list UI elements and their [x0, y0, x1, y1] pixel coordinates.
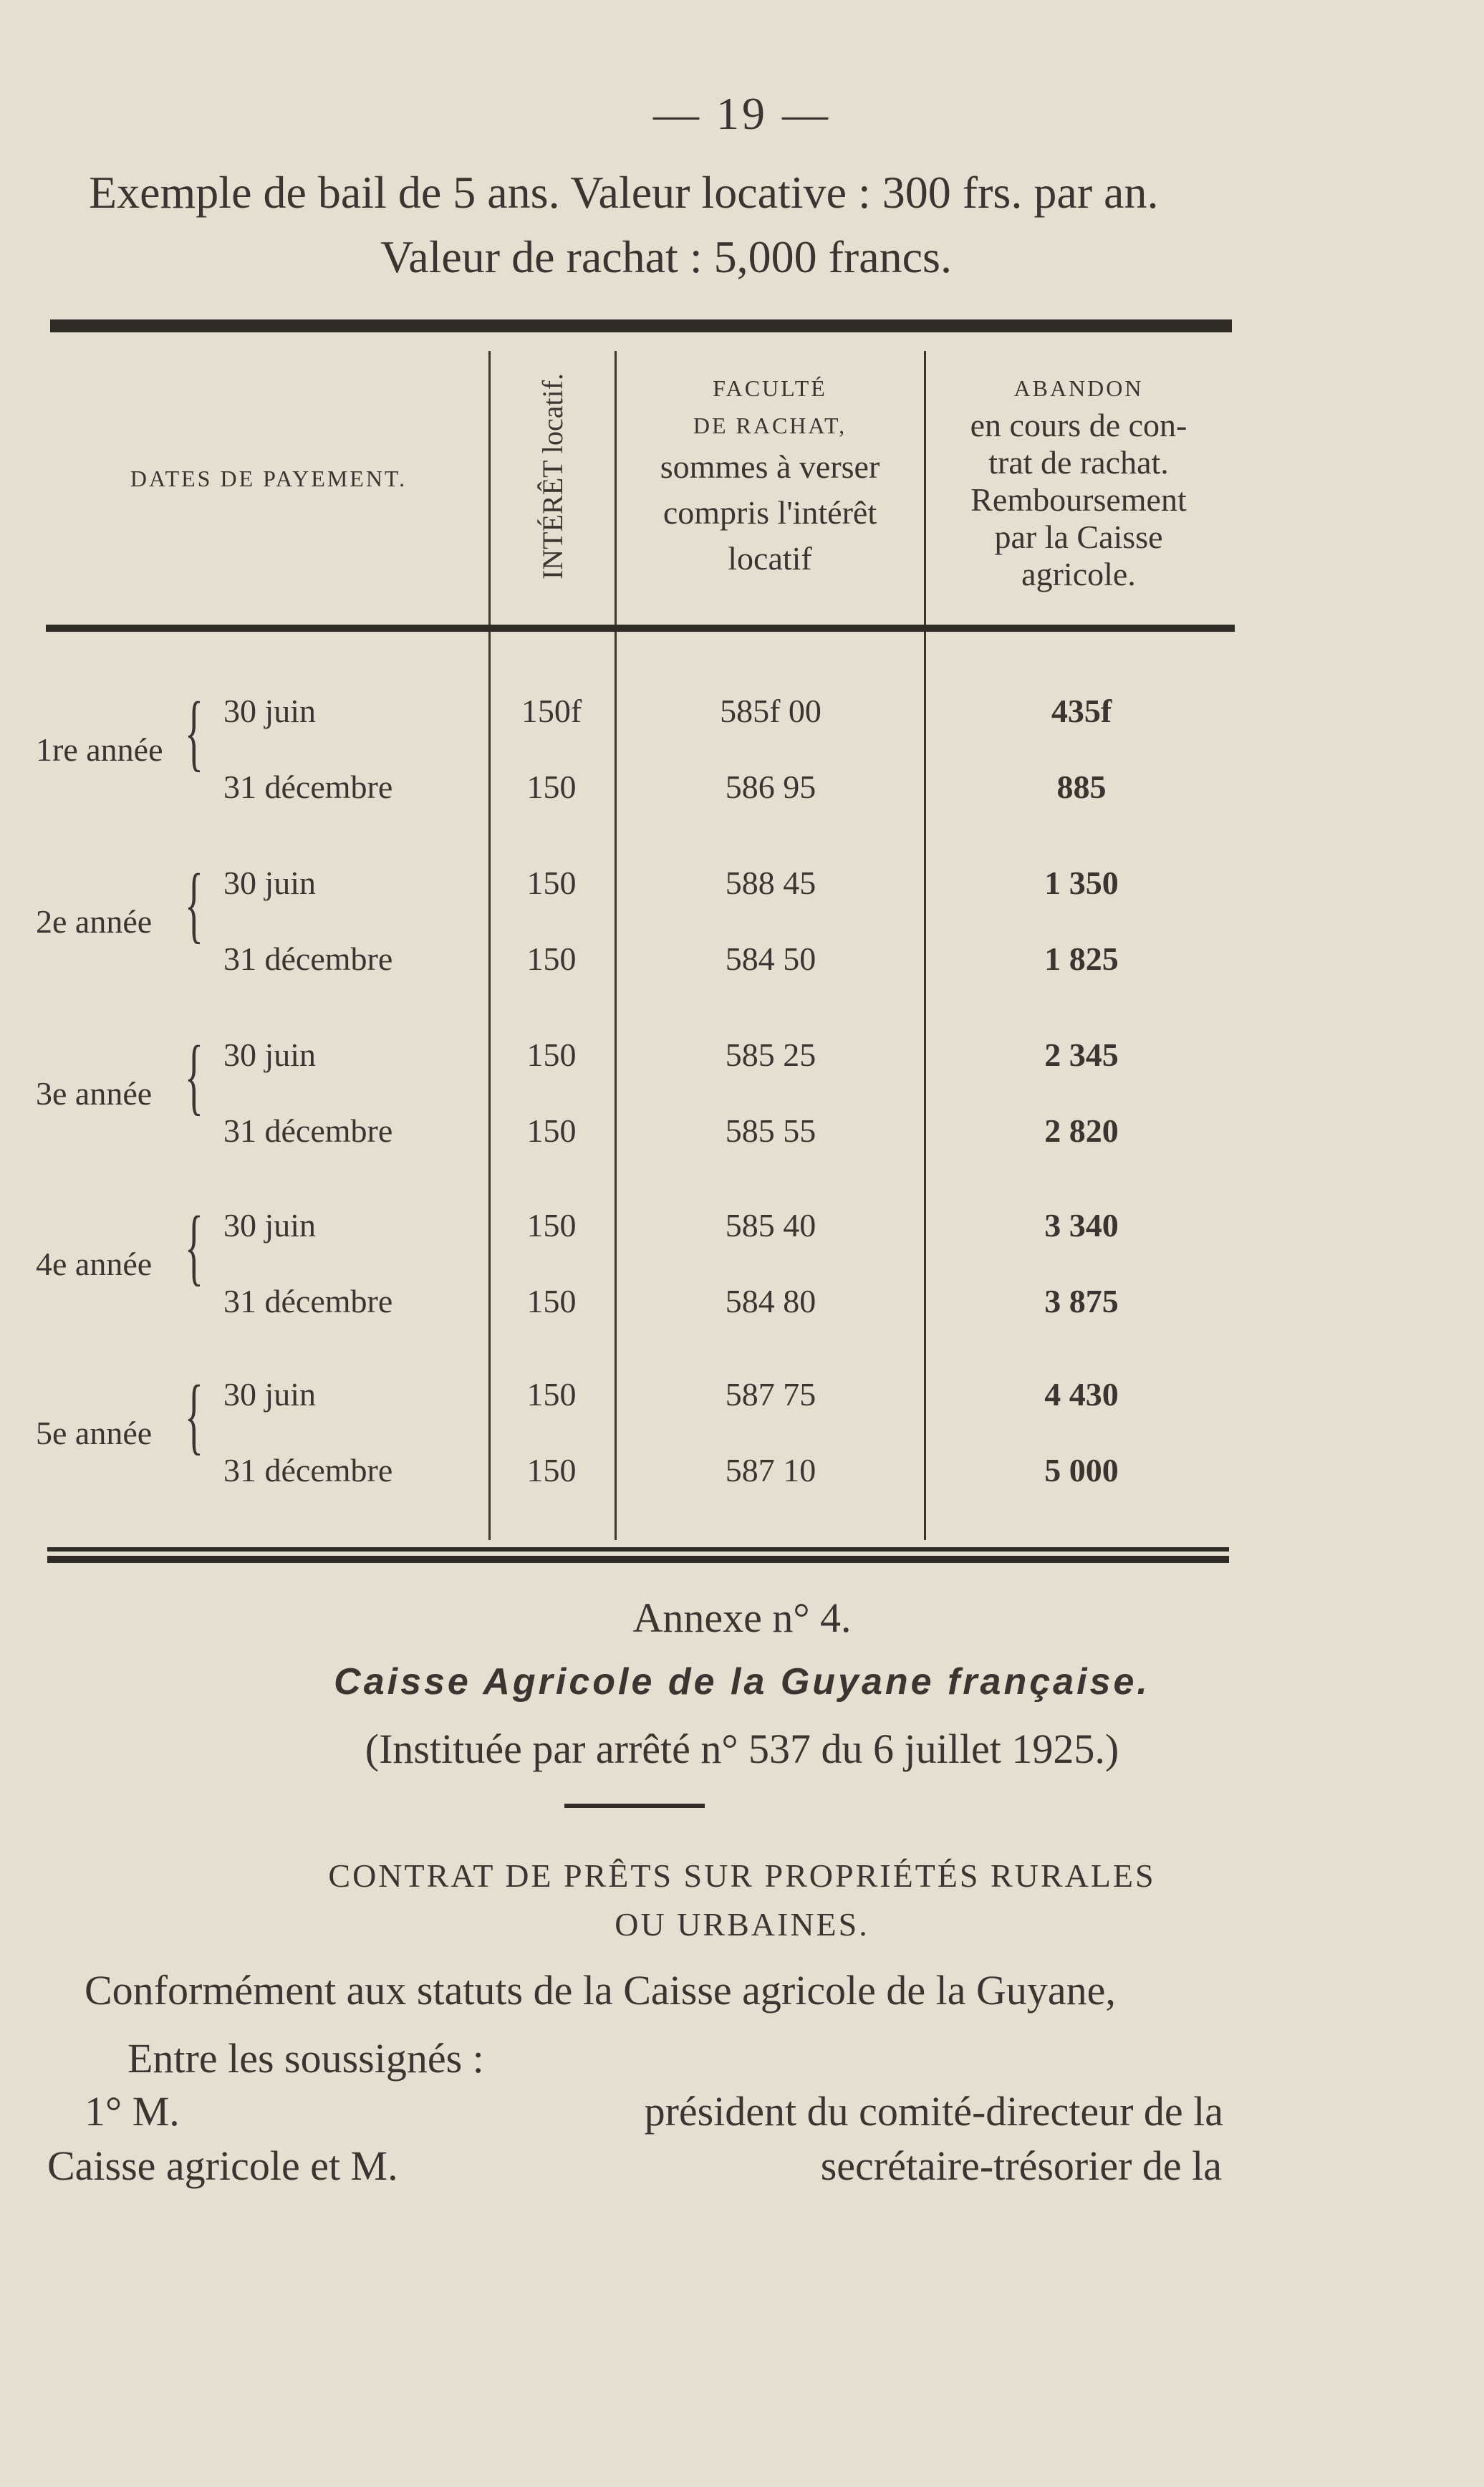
- brace: {: [185, 1198, 203, 1294]
- contract-title-line: OU URBAINES.: [615, 1906, 869, 1943]
- header-abandon-line: par la Caisse: [994, 519, 1163, 555]
- paragraph-line: [85, 2087, 1223, 2135]
- row-faculte: 587 10: [725, 1452, 816, 1488]
- row-abandon: 4 430: [1044, 1376, 1119, 1413]
- header-abandon: [927, 370, 1230, 593]
- row-faculte: 587 75: [725, 1376, 816, 1413]
- table-top-rule: [50, 319, 1232, 332]
- header-faculte-line: locatif: [728, 540, 812, 577]
- page-number: — 19 —: [653, 88, 831, 139]
- row-faculte: 585 25: [725, 1036, 816, 1073]
- row-faculte: 586 95: [725, 769, 816, 805]
- row-date: 31 décembre: [223, 769, 393, 805]
- row-date: 31 décembre: [223, 1112, 393, 1149]
- row-date: 31 décembre: [223, 1283, 393, 1319]
- column-divider: [615, 351, 617, 1540]
- column-divider: [488, 351, 491, 1540]
- section-divider: [564, 1804, 705, 1808]
- row-faculte: 585f 00: [720, 693, 822, 729]
- brace: {: [185, 684, 203, 779]
- caisse-title: Caisse Agricole de la Guyane française.: [334, 1661, 1150, 1703]
- header-faculte-line: sommes à verser: [660, 448, 880, 485]
- header-abandon-line: en cours de con-: [970, 407, 1187, 443]
- header-abandon-line: ABANDON: [1013, 375, 1144, 401]
- row-date: 31 décembre: [223, 1452, 393, 1488]
- brace: {: [185, 1028, 203, 1123]
- row-interet: 150: [526, 1452, 577, 1488]
- row-faculte: 585 40: [725, 1207, 816, 1244]
- row-date: 30 juin: [223, 865, 317, 901]
- row-interet: 150: [526, 769, 577, 805]
- row-date: 30 juin: [223, 1036, 317, 1073]
- row-interet: 150: [526, 941, 577, 977]
- row-date: 30 juin: [223, 693, 317, 729]
- row-interet: 150: [526, 865, 577, 901]
- row-abandon: 1 350: [1044, 865, 1119, 901]
- paragraph-segment: 1° M.: [85, 2088, 180, 2135]
- header-abandon-line: agricole.: [1021, 556, 1136, 592]
- paragraph-segment: secrétaire-trésorier de la: [820, 2142, 1222, 2189]
- header-interet-label: INTÉRÊT locatif.: [536, 372, 569, 580]
- table-bottom-rule: [47, 1547, 1229, 1552]
- row-date: 30 juin: [223, 1376, 317, 1413]
- row-abandon: 2 345: [1044, 1036, 1119, 1073]
- row-abandon: 1 825: [1044, 941, 1119, 977]
- row-interet: 150: [526, 1376, 577, 1413]
- year-label: 5e année: [36, 1415, 153, 1451]
- header-faculte-line: FACULTÉ: [713, 375, 827, 401]
- row-faculte: 585 55: [725, 1112, 816, 1149]
- row-faculte: 588 45: [725, 865, 816, 901]
- year-label: 3e année: [36, 1075, 153, 1112]
- row-abandon: 5 000: [1044, 1452, 1119, 1488]
- year-label: 4e année: [36, 1246, 153, 1282]
- row-faculte: 584 80: [725, 1283, 816, 1319]
- example-title: Exemple de bail de 5 ans. Valeur locative : 300 frs. par an.: [89, 167, 1159, 218]
- table-bottom-rule: [47, 1556, 1229, 1563]
- row-abandon: 2 820: [1044, 1112, 1119, 1149]
- header-dates: DATES DE PAYEMENT.: [130, 466, 408, 491]
- row-abandon: 885: [1056, 769, 1107, 805]
- row-faculte: 584 50: [725, 941, 816, 977]
- header-abandon-line: Remboursement: [970, 481, 1187, 518]
- paragraph: Conformément aux statuts de la Caisse agricole de la Guyane,: [85, 1967, 1116, 2014]
- paragraph-line: [47, 2142, 1222, 2190]
- row-abandon: 435f: [1051, 693, 1112, 729]
- header-faculte-line: compris l'intérêt: [662, 494, 877, 531]
- row-abandon: 3 340: [1044, 1207, 1119, 1244]
- paragraph-segment: Caisse agricole et M.: [47, 2142, 398, 2189]
- header-faculte: [617, 370, 922, 582]
- header-interet: [493, 372, 613, 580]
- row-abandon: 3 875: [1044, 1283, 1119, 1319]
- header-abandon-line: trat de rachat.: [988, 444, 1169, 481]
- institution-line: (Instituée par arrêté n° 537 du 6 juillet 1925.): [365, 1726, 1119, 1772]
- row-interet: 150: [526, 1283, 577, 1319]
- row-interet: 150f: [521, 693, 582, 729]
- row-date: 31 décembre: [223, 941, 393, 977]
- header-faculte-line: DE RACHAT,: [693, 413, 847, 438]
- row-interet: 150: [526, 1036, 577, 1073]
- row-interet: 150: [526, 1112, 577, 1149]
- brace: {: [185, 856, 203, 951]
- brace: {: [185, 1367, 203, 1463]
- row-date: 30 juin: [223, 1207, 317, 1244]
- year-label: 2e année: [36, 903, 153, 940]
- year-label: 1re année: [36, 731, 163, 768]
- row-interet: 150: [526, 1207, 577, 1244]
- paragraph: Entre les soussignés :: [127, 2035, 484, 2082]
- annexe-heading: Annexe n° 4.: [632, 1594, 852, 1641]
- column-divider: [924, 351, 926, 1540]
- header-bottom-rule: [46, 625, 1235, 632]
- paragraph-segment: président du comité-directeur de la: [644, 2088, 1223, 2135]
- contract-title-line: CONTRAT DE PRÊTS SUR PROPRIÉTÉS RURALES: [328, 1857, 1156, 1894]
- example-subtitle: Valeur de rachat : 5,000 francs.: [380, 231, 952, 282]
